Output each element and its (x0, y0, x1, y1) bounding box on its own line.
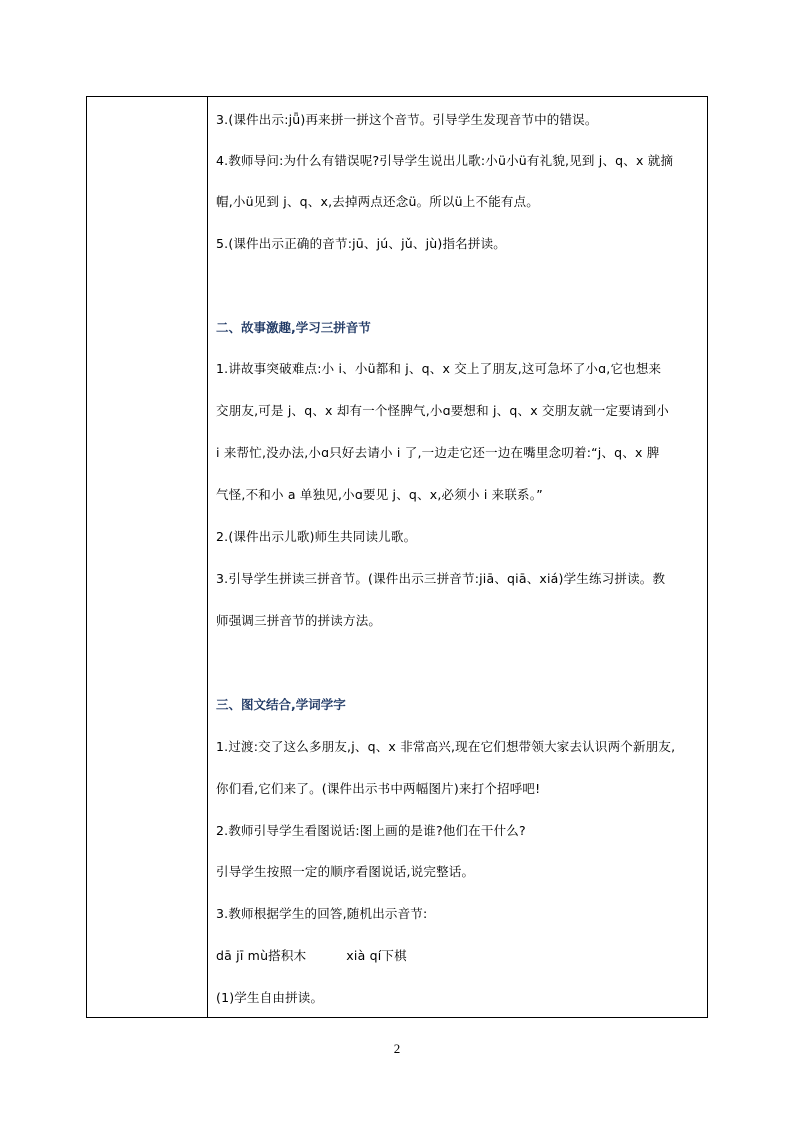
free-reading-text: (1)学生自由拼读。 (216, 990, 324, 1005)
song-text: 2.(课件出示儿歌)师生共同读儿歌。 (216, 529, 417, 544)
step-3-text: 3.(课件出示:jǖ)再来拼一拼这个音节。引导学生发现音节中的错误。 (216, 112, 598, 127)
triple-syllable-text-cont: 师强调三拼音节的拼读方法。 (216, 613, 382, 628)
triple-syllable-text: 3.引导学生拼读三拼音节。(课件出示三拼音节:jiā、qiā、xiá)学生练习拼读。教 (216, 571, 666, 586)
story-text-4: 气怪,不和小 a 单独见,小ɑ要见 j、q、x,必须小 i 来联系。” (216, 487, 543, 502)
story-text-3: i 来帮忙,没办法,小ɑ只好去请小 i 了,一边走它还一边在嘴里念叨着:“j、q、x 脾 (216, 445, 660, 460)
step-4-text-cont: 帽,小ü见到 j、q、x,去掉两点还念ü。所以ü上不能有点。 (216, 194, 539, 209)
syllable-dajimu: dā jī mù搭积木 (216, 948, 307, 963)
syllable-examples (216, 948, 407, 964)
story-text-1: 1.讲故事突破难点:小 i、小ü都和 j、q、x 交上了朋友,这可急坏了小ɑ,它也想来 (216, 361, 662, 376)
picture-talk-guide: 引导学生按照一定的顺序看图说话,说完整话。 (216, 864, 475, 879)
transition-text-1: 1.过渡:交了这么多朋友,j、q、x 非常高兴,现在它们想带领大家去认识两个新朋友, (216, 739, 676, 754)
section-3-heading: 三、图文结合,学词学字 (216, 697, 346, 712)
picture-talk-text: 2.教师引导学生看图说话:图上画的是谁?他们在干什么? (216, 823, 526, 838)
transition-text-2: 你们看,它们来了。(课件出示书中两幅图片)来打个招呼吧! (216, 781, 541, 796)
step-5-text: 5.(课件出示正确的音节:jū、jú、jǔ、jù)指名拼读。 (216, 236, 506, 251)
column-divider (207, 96, 208, 1018)
step-4-text: 4.教师导问:为什么有错误呢?引导学生说出儿歌:小ü小ü有礼貌,见到 j、q、x 就摘 (216, 153, 674, 168)
section-2-heading: 二、故事激趣,学习三拼音节 (216, 320, 371, 335)
show-syllables-text: 3.教师根据学生的回答,随机出示音节: (216, 906, 428, 921)
syllable-xiaqi: xià qí下棋 (346, 948, 407, 963)
page-number: 2 (393, 1041, 401, 1056)
story-text-2: 交朋友,可是 j、q、x 却有一个怪脾气,小ɑ要想和 j、q、x 交朋友就一定要请到小 (216, 403, 669, 418)
